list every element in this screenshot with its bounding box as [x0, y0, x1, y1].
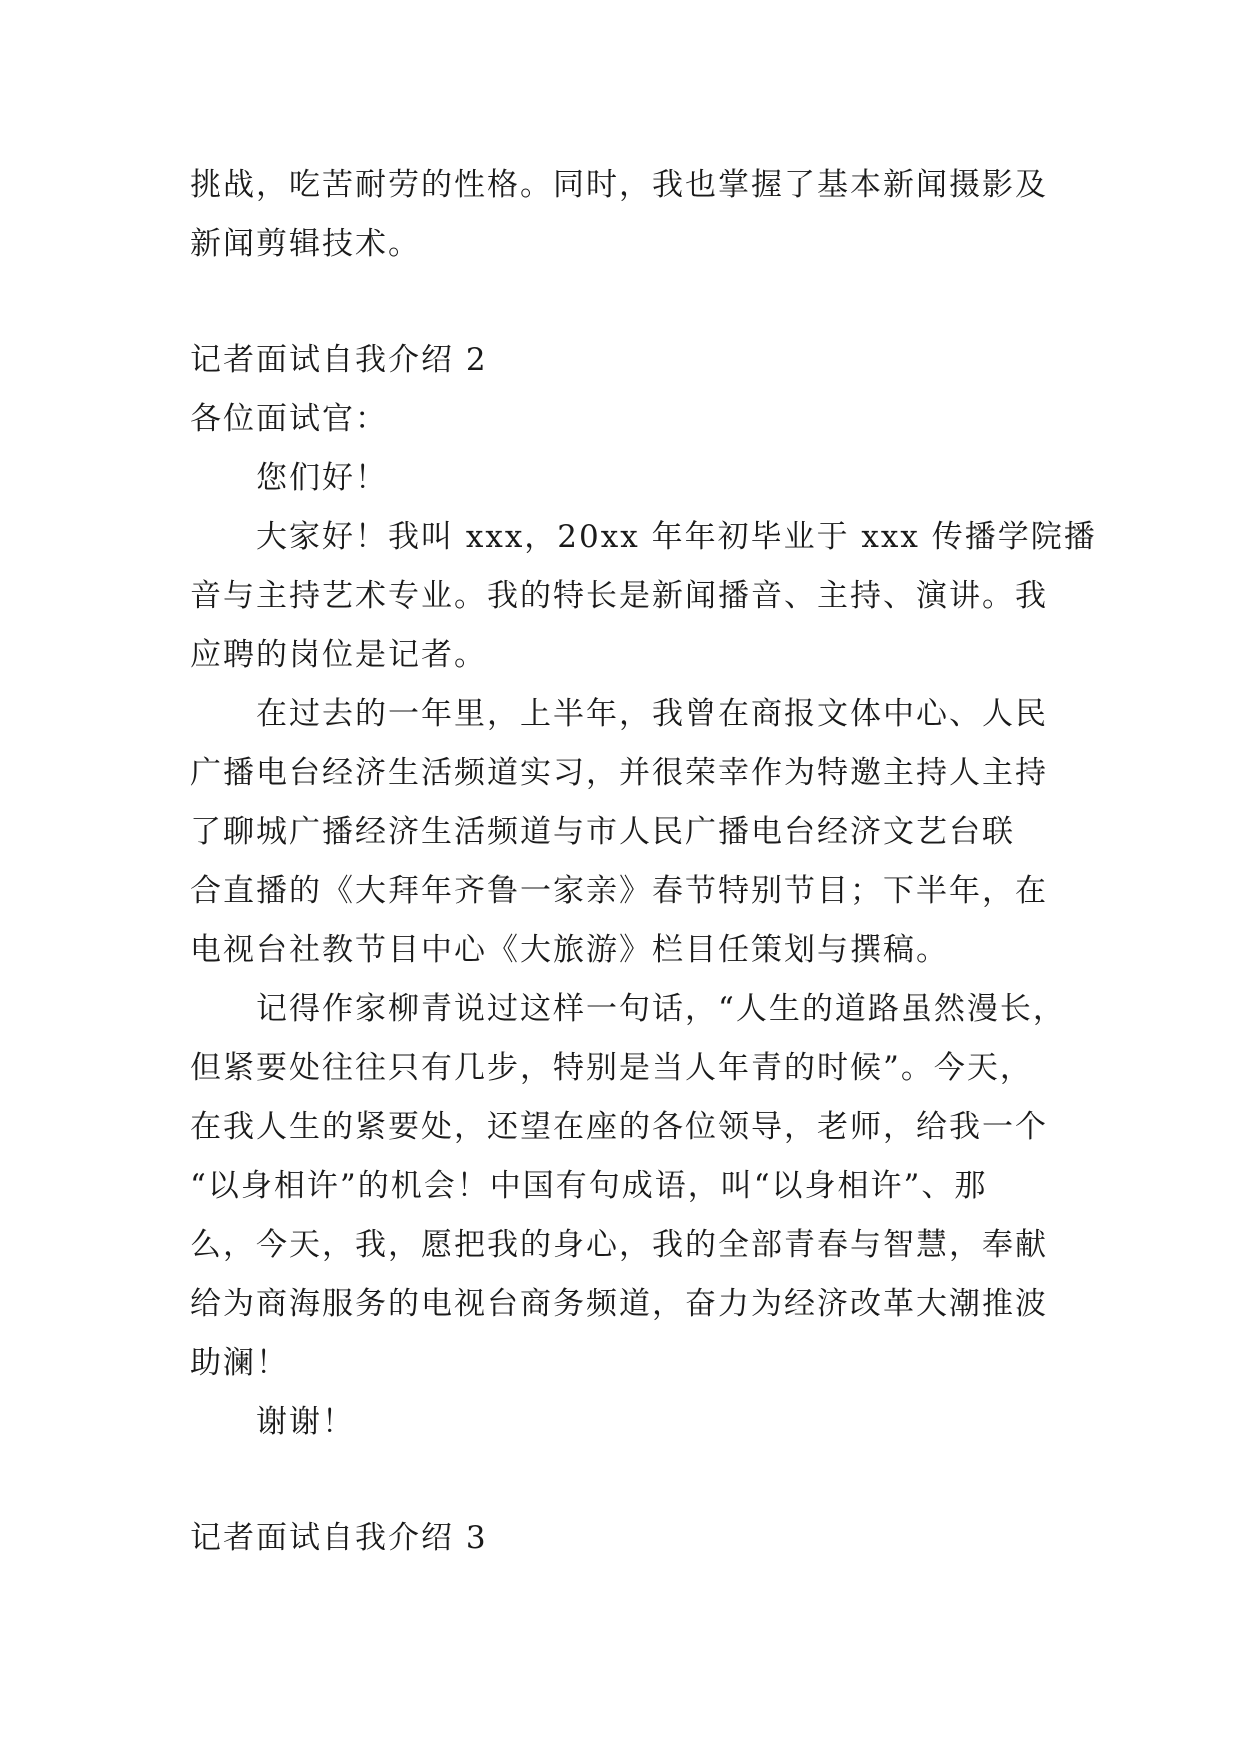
- paragraph-line: 合直播的《大拜年齐鲁一家亲》春节特别节目；下半年，在: [190, 873, 1048, 909]
- paragraph-line: 大家好！我叫 xxx，20xx 年年初毕业于 xxx 传播学院播: [256, 519, 1097, 555]
- paragraph-line: 记得作家柳青说过这样一句话，“人生的道路虽然漫长，: [256, 991, 1066, 1027]
- paragraph-line: 在过去的一年里，上半年，我曾在商报文体中心、人民: [256, 696, 1048, 732]
- paragraph-line: 挑战，吃苦耐劳的性格。同时，我也掌握了基本新闻摄影及: [190, 167, 1048, 203]
- paragraph-line: 但紧要处往往只有几步，特别是当人年青的时候”。今天，: [190, 1050, 1033, 1086]
- paragraph-line: 助澜！: [190, 1345, 289, 1381]
- paragraph-line: 给为商海服务的电视台商务频道，奋力为经济改革大潮推波: [190, 1286, 1048, 1322]
- paragraph-line: 新闻剪辑技术。: [190, 226, 421, 262]
- paragraph-line: 音与主持艺术专业。我的特长是新闻播音、主持、演讲。我: [190, 578, 1048, 614]
- salutation: 各位面试官：: [190, 401, 388, 437]
- paragraph-line: 广播电台经济生活频道实习，并很荣幸作为特邀主持人主持: [190, 755, 1048, 791]
- paragraph-line: “以身相许”的机会！中国有句成语，叫“以身相许”、那: [190, 1168, 988, 1204]
- paragraph-line: 应聘的岗位是记者。: [190, 637, 487, 673]
- section-heading: 记者面试自我介绍 2: [190, 342, 488, 378]
- closing-thanks: 谢谢！: [256, 1404, 355, 1440]
- paragraph-line: 在我人生的紧要处，还望在座的各位领导，老师，给我一个: [190, 1109, 1048, 1145]
- paragraph-line: 电视台社教节目中心《大旅游》栏目任策划与撰稿。: [190, 932, 949, 968]
- paragraph-line: 了聊城广播经济生活频道与市人民广播电台经济文艺台联: [190, 814, 1015, 850]
- greeting: 您们好！: [256, 460, 388, 496]
- section-heading: 记者面试自我介绍 3: [190, 1520, 488, 1556]
- paragraph-line: 么，今天，我，愿把我的身心，我的全部青春与智慧，奉献: [190, 1227, 1048, 1263]
